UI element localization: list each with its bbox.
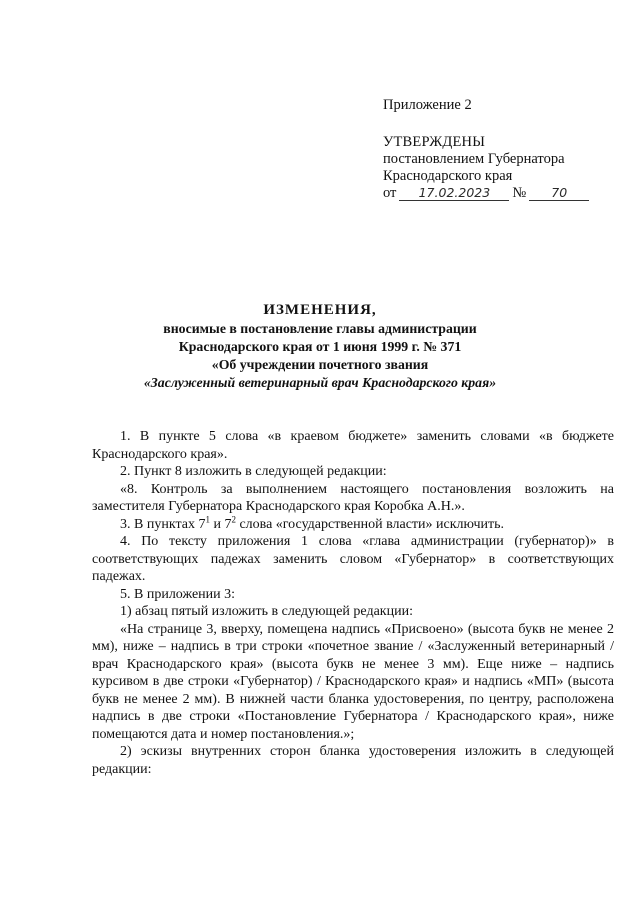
superscript-1: 1 (205, 513, 210, 524)
approved-label: УТВЕРЖДЕНЫ (383, 134, 486, 150)
approval-header (383, 97, 589, 202)
paragraph-9: 2) эскизы внутренних сторон бланка удостоверения изложить в следующей редакции: (92, 744, 614, 777)
superscript-2: 2 (231, 513, 236, 524)
paragraph-4-part-a: 3. В пунктах 7 (120, 516, 206, 532)
paragraph-4 (92, 513, 614, 534)
title-line-1: вносимые в постановление главы администрации (163, 321, 477, 336)
number-sign: № (512, 185, 527, 201)
approval-line-1: постановлением Губернатора (383, 151, 565, 167)
title-line-3: «Об учреждении почетного звания (211, 357, 429, 372)
paragraph-4-part-c: слова «государственной власти» исключить. (235, 516, 504, 532)
from-label: от (383, 185, 397, 201)
paragraph-3: «8. Контроль за выполнением настоящего постановления возложить на заместителя Губернатора Краснодарского края Коробка А.Н.». (92, 481, 614, 514)
paragraph-1: 1. В пункте 5 слова «в краевом бюджете» заменить словами «в бюджете Краснодарского края». (92, 429, 614, 462)
date-number-line (383, 185, 589, 202)
document-title (92, 300, 548, 392)
paragraph-4-part-b: и 7 (209, 516, 232, 532)
paragraph-5: 4. По тексту приложения 1 слова «глава администрации (губернатор)» в соответствующих падежах заменить словом «Губернатор» в соответствующих падежах. (92, 534, 614, 584)
handwritten-number: 70 (529, 186, 589, 201)
paragraph-8: «На странице 3, вверху, помещена надпись «Присвоено» (высота букв не менее 2 мм), ниже – надпись в три строки «почетное звание / «Заслуженный ветеринарный / врач Краснодарского края» (высота букв не менее 3 мм). Еще ниже – надпись курсивом в две строки «Губернатор) / Краснодарского края» и надпись «МП» (высота букв не менее 2 мм). В нижней части бланка удостоверения, по центру, расположена надпись в две строки «Постановление Губернатора / Краснодарского края», ниже помещаются дата и номер постановления.»; (92, 621, 614, 742)
title-line-2: Краснодарского края от 1 июня 1999 г. № 371 (178, 339, 462, 354)
title-main: ИЗМЕНЕНИЯ, (263, 302, 377, 318)
approval-line-2: Краснодарского края (383, 168, 513, 184)
annex-label: Приложение 2 (383, 97, 472, 113)
paragraph-7: 1) абзац пятый изложить в следующей редакции: (120, 604, 413, 619)
handwritten-date: 17.02.2023 (399, 186, 509, 201)
document-body (92, 428, 614, 778)
paragraph-2: 2. Пункт 8 изложить в следующей редакции: (120, 464, 387, 479)
paragraph-6: 5. В приложении 3: (120, 586, 236, 602)
title-line-4: «Заслуженный ветеринарный врач Краснодарского края» (143, 375, 497, 390)
